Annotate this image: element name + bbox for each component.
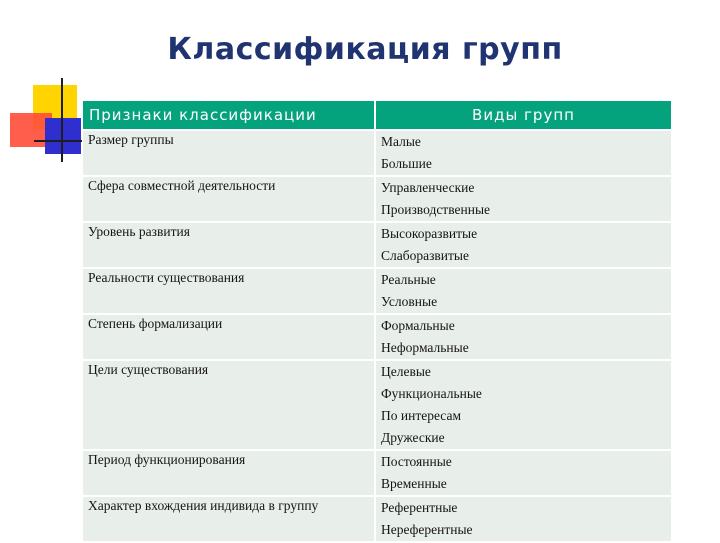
criterion-label: Уровень развития bbox=[88, 224, 190, 239]
table-row bbox=[83, 496, 671, 542]
group-type-label: Формальные bbox=[381, 318, 455, 333]
criterion-cell bbox=[83, 496, 375, 542]
group-type-label: Производственные bbox=[381, 202, 491, 217]
table-row bbox=[83, 222, 671, 268]
group-type-label: Постоянные bbox=[381, 454, 452, 469]
criterion-label: Сфера совместной деятельности bbox=[88, 178, 276, 193]
group-type-label: Нереферентные bbox=[381, 522, 473, 537]
criterion-label: Характер вхождения индивида в группу bbox=[88, 498, 319, 513]
group-type-label: Слаборазвитые bbox=[381, 248, 469, 263]
criterion-cell bbox=[83, 360, 375, 450]
table-row bbox=[83, 130, 671, 176]
table-row bbox=[83, 450, 671, 496]
group-types-cell bbox=[375, 450, 671, 496]
criterion-cell bbox=[83, 314, 375, 360]
criterion-label: Реальности существования bbox=[88, 270, 245, 285]
criterion-cell bbox=[83, 222, 375, 268]
group-type-label: Референтные bbox=[381, 500, 458, 515]
criterion-label: Размер группы bbox=[88, 132, 174, 147]
group-types-cell bbox=[375, 130, 671, 176]
group-type-label: Временные bbox=[381, 476, 447, 491]
decor-vertical-line bbox=[61, 78, 63, 162]
table-body bbox=[83, 130, 671, 542]
group-types-cell bbox=[375, 496, 671, 542]
decor-horizontal-line bbox=[34, 140, 82, 142]
header-types: Виды групп bbox=[375, 101, 671, 130]
group-type-label: Неформальные bbox=[381, 340, 469, 355]
table-header-row bbox=[83, 101, 671, 130]
classification-table bbox=[83, 101, 671, 543]
table-row bbox=[83, 176, 671, 222]
group-types-cell bbox=[375, 268, 671, 314]
table-row bbox=[83, 268, 671, 314]
group-type-label: Функциональные bbox=[381, 386, 482, 401]
group-type-label: Большие bbox=[381, 156, 432, 171]
group-type-label: Дружеские bbox=[381, 430, 445, 445]
group-type-label: По интересам bbox=[381, 408, 461, 423]
table-row bbox=[83, 314, 671, 360]
group-type-label: Целевые bbox=[381, 364, 431, 379]
group-type-label: Высокоразвитые bbox=[381, 226, 478, 241]
criterion-cell bbox=[83, 450, 375, 496]
group-types-cell bbox=[375, 314, 671, 360]
header-criteria: Признаки классификации bbox=[83, 101, 375, 130]
table-row bbox=[83, 360, 671, 450]
criterion-cell bbox=[83, 268, 375, 314]
group-type-label: Реальные bbox=[381, 272, 436, 287]
group-types-cell bbox=[375, 176, 671, 222]
group-type-label: Управленческие bbox=[381, 180, 475, 195]
page-title: Классификация групп bbox=[167, 32, 563, 67]
decor-blue-square bbox=[45, 118, 81, 154]
group-types-cell bbox=[375, 222, 671, 268]
criterion-label: Цели существования bbox=[88, 362, 209, 377]
criterion-label: Степень формализации bbox=[88, 316, 223, 331]
criterion-cell bbox=[83, 176, 375, 222]
criterion-label: Период функционирования bbox=[88, 452, 246, 467]
group-types-cell bbox=[375, 360, 671, 450]
group-type-label: Условные bbox=[381, 294, 438, 309]
criterion-cell bbox=[83, 130, 375, 176]
group-type-label: Малые bbox=[381, 134, 421, 149]
